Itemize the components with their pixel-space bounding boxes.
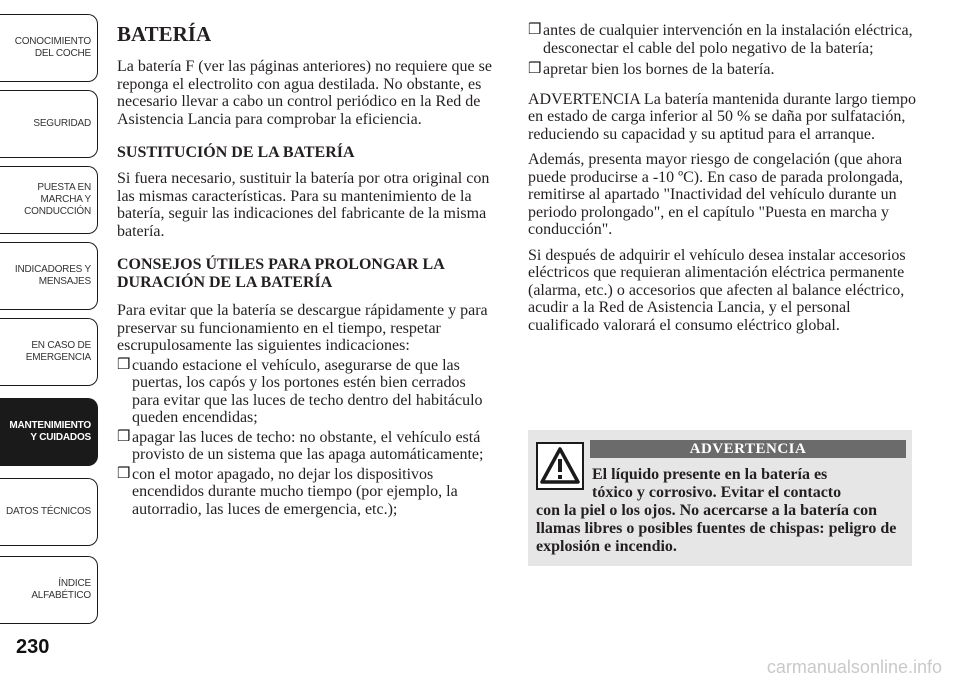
list-item-text: apagar las luces de techo: no obstante, el vehículo está provisto de un sistema que las apaga automáticamente; (132, 428, 484, 463)
tab-mantenimiento-y-cuidados[interactable]: MANTENIMIENTO Y CUIDADOS (0, 398, 98, 466)
watermark: carmanualsonline.info (766, 657, 942, 677)
list-item-text: antes de cualquier intervención en la instalación eléctrica, desconectar el cable del polo negativo de la batería; (543, 22, 913, 57)
checkbox-bullet-icon: ❒ (117, 356, 131, 373)
warning-line: con la piel o los ojos. No acercarse a la batería con llamas libres o posibles fuentes de chispas: peligro de explosión e incendio. (536, 502, 897, 555)
accessories-paragraph: Si después de adquirir el vehículo desea instalar accesorios eléctricos que requieran alimentación eléctrica permanente (alarma, etc.) o accesorios que afecten al balance eléctrico, acudir a la Red de Asistencia Lancia, y el personal cualificado valorará el consumo eléctrico global. (528, 246, 906, 334)
sulfation-paragraph: ADVERTENCIA La batería mantenida durante largo tiempo en estado de carga inferior al 50 % se daña por sulfatación, reduciendo su capacidad y su aptitud para el arranque. (528, 90, 916, 143)
tab-conocimiento-del-coche[interactable]: CONOCIMIENTO DEL COCHE (0, 14, 98, 82)
tab-datos-tecnicos[interactable]: DATOS TÉCNICOS (0, 478, 98, 546)
list-item (528, 22, 920, 57)
warning-header: ADVERTENCIA (590, 440, 906, 458)
checkbox-bullet-icon: ❒ (528, 61, 542, 77)
warning-box (528, 430, 912, 566)
tips-paragraph: Para evitar que la batería se descargue rápidamente y para preservar su funcionamiento en el tiempo, respetar escrupulosamente las siguientes indicaciones: (117, 302, 488, 354)
tips-heading: CONSEJOS ÚTILES PARA PROLONGAR LA DURACIÓN DE LA BATERÍA (117, 256, 444, 291)
list-item-text: apretar bien los bornes de la batería. (543, 61, 775, 78)
left-column (117, 22, 497, 518)
warning-line: El líquido presente en la batería es (592, 466, 828, 483)
checkbox-bullet-icon: ❒ (528, 22, 542, 38)
freezing-paragraph: Además, presenta mayor riesgo de congelación (que ahora puede producirse a -10 ºC). En caso de parada prolongada, remitirse al apartado "Inactividad del vehículo durante un periodo prolongado", en el capítulo "Puesta en marcha y conducción". (528, 151, 904, 238)
warning-text (536, 466, 902, 556)
tab-seguridad[interactable]: SEGURIDAD (0, 90, 98, 158)
warning-line: tóxico y corrosivo. Evitar el contacto (592, 484, 842, 501)
tab-indice-alfabetico[interactable]: ÍNDICE ALFABÉTICO (0, 556, 98, 624)
tab-en-caso-de-emergencia[interactable]: EN CASO DE EMERGENCIA (0, 318, 98, 386)
section-title: BATERÍA (117, 22, 212, 46)
replacement-paragraph: Si fuera necesario, sustituir la batería por otra original con las mismas características. Para su mantenimiento de la batería, seguir las indicaciones del fabricante de la misma batería. (117, 170, 490, 240)
right-column (528, 22, 920, 334)
list-item (528, 61, 920, 79)
list-item-text: cuando estacione el vehículo, asegurarse de que las puertas, los capós y los portones estén bien cerrados para evitar que las luces de techo dentro del habitáculo queden encendidas; (132, 356, 483, 426)
replacement-heading: SUSTITUCIÓN DE LA BATERÍA (117, 144, 355, 161)
list-item (117, 357, 497, 427)
page-number: 230 (16, 636, 50, 658)
checkbox-bullet-icon: ❒ (117, 465, 131, 482)
checkbox-bullet-icon: ❒ (117, 428, 131, 445)
list-item (117, 429, 497, 464)
tab-puesta-en-marcha[interactable]: PUESTA EN MARCHA Y CONDUCCIÓN (0, 166, 98, 234)
list-item-text: con el motor apagado, no dejar los dispositivos encendidos durante mucho tiempo (por ejemplo, la autorradio, las luces de emergencia, etc.); (132, 465, 458, 518)
intro-paragraph: La batería F (ver las páginas anteriores) no requiere que se reponga el electrolito con agua destilada. No obstante, es necesario llevar a cabo un control periódico en la Red de Asistencia Lancia para comprobar la eficiencia. (117, 58, 492, 128)
list-item (117, 466, 497, 519)
tab-indicadores-y-mensajes[interactable]: INDICADORES Y MENSAJES (0, 242, 98, 310)
